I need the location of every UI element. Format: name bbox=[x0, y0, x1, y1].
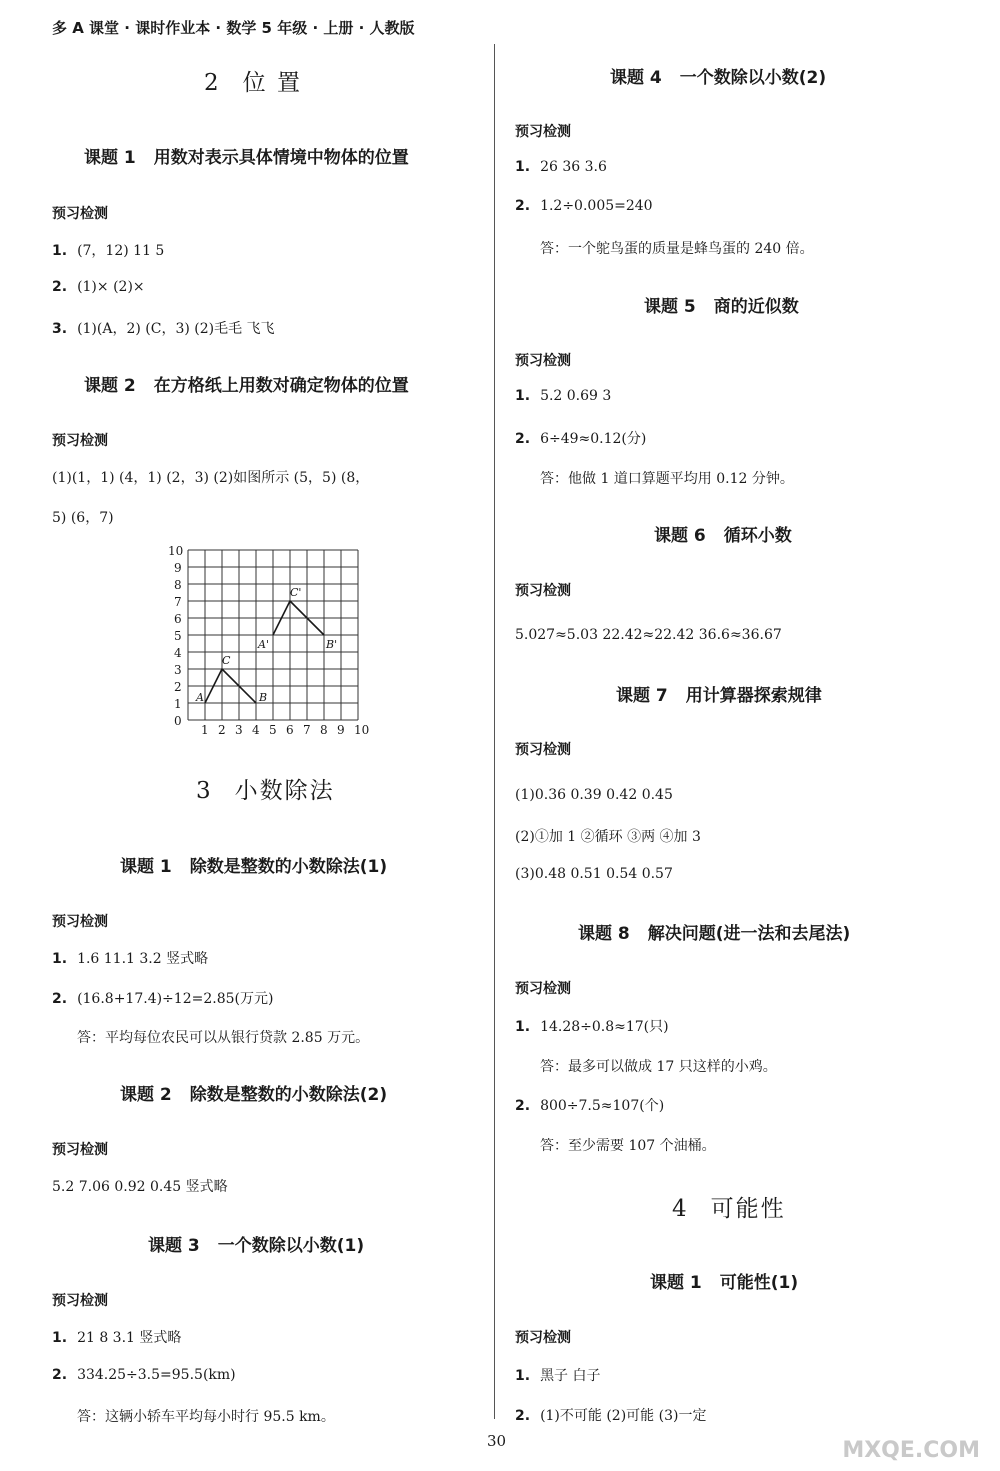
y-tick-label: 2 bbox=[174, 680, 182, 694]
x-tick-label: 9 bbox=[337, 723, 345, 737]
answer-text: 334.25÷3.5=95.5(km) bbox=[77, 1367, 236, 1383]
x-tick-label: 2 bbox=[218, 723, 226, 737]
lesson-2-2-number: 课题 2 bbox=[84, 376, 136, 396]
point-label: A' bbox=[258, 638, 269, 651]
item-number: 1. bbox=[52, 1330, 68, 1346]
x-tick-label: 3 bbox=[235, 723, 243, 737]
answer-line bbox=[52, 240, 164, 260]
section-label: 预习检测 bbox=[52, 1293, 108, 1309]
answer-text: 14.28÷0.8≈17(只) bbox=[540, 1019, 669, 1035]
answer-statement: 答：最多可以做成 17 只这样的小鸡。 bbox=[540, 1059, 777, 1075]
lesson-3-1-heading bbox=[120, 852, 387, 877]
y-tick-label: 10 bbox=[168, 544, 184, 558]
answer-text: (1)(A，2) (C，3) (2)毛毛 飞飞 bbox=[77, 321, 275, 337]
chapter-3-number: 3 bbox=[196, 778, 213, 804]
lesson-3-8-heading bbox=[578, 919, 850, 944]
page-number: 30 bbox=[487, 1432, 507, 1450]
answer-line bbox=[52, 1367, 236, 1383]
x-tick-label: 10 bbox=[354, 723, 370, 737]
answer-statement: 答：一个鸵鸟蛋的质量是蜂鸟蛋的 240 倍。 bbox=[540, 241, 814, 257]
y-tick-label: 0 bbox=[174, 714, 182, 728]
point-label: C' bbox=[290, 586, 302, 599]
lesson-3-2-heading bbox=[120, 1080, 387, 1105]
lesson-3-4-number: 课题 4 bbox=[610, 68, 662, 88]
chapter-2-heading bbox=[204, 64, 302, 97]
item-number: 1. bbox=[52, 951, 68, 967]
answer-text: 21 8 3.1 竖式略 bbox=[77, 1330, 182, 1346]
lesson-2-1-heading bbox=[84, 143, 409, 168]
point-label: B' bbox=[326, 638, 338, 651]
answer-line: (2)①加 1 ②循环 ③两 ④加 3 bbox=[515, 829, 701, 845]
answer-line bbox=[515, 1365, 601, 1385]
y-tick-label: 4 bbox=[174, 646, 182, 660]
answer-line bbox=[52, 318, 275, 338]
item-number: 2. bbox=[515, 198, 531, 214]
item-number: 1. bbox=[515, 388, 531, 404]
answer-text: 1.2÷0.005=240 bbox=[540, 198, 653, 214]
answer-statement: 答：平均每位农民可以从银行贷款 2.85 万元。 bbox=[77, 1030, 370, 1046]
item-number: 1. bbox=[515, 1368, 531, 1384]
answer-line: 5.027≈5.03 22.42≈22.42 36.6≈36.67 bbox=[515, 627, 782, 643]
lesson-3-5-number: 课题 5 bbox=[644, 297, 696, 317]
section-label: 预习检测 bbox=[515, 981, 571, 997]
x-tick-label: 6 bbox=[286, 723, 294, 737]
section-label: 预习检测 bbox=[52, 206, 108, 222]
lesson-3-5-heading bbox=[644, 292, 799, 317]
lesson-3-3-heading bbox=[148, 1231, 364, 1256]
answer-line bbox=[515, 198, 653, 214]
lesson-2-2-heading bbox=[84, 371, 409, 396]
lesson-3-8-number: 课题 8 bbox=[578, 924, 630, 944]
chapter-2-number: 2 bbox=[204, 70, 221, 96]
y-tick-label: 9 bbox=[174, 561, 182, 575]
item-number: 2. bbox=[515, 431, 531, 447]
coordinate-grid-figure bbox=[160, 540, 375, 740]
answer-line bbox=[515, 428, 646, 448]
chapter-2-title: 位 置 bbox=[242, 70, 302, 96]
answer-line bbox=[52, 948, 208, 968]
answer-statement: 答：至少需要 107 个油桶。 bbox=[540, 1138, 716, 1154]
chapter-4-title: 可能性 bbox=[710, 1196, 786, 1222]
answer-text: (1)× (2)× bbox=[77, 279, 145, 295]
point-label: A bbox=[196, 691, 204, 704]
lesson-3-3-title: 一个数除以小数(1) bbox=[217, 1236, 365, 1256]
x-tick-label: 1 bbox=[201, 723, 209, 737]
lesson-3-7-number: 课题 7 bbox=[616, 686, 668, 706]
lesson-3-1-number: 课题 1 bbox=[120, 857, 172, 877]
section-label: 预习检测 bbox=[515, 583, 571, 599]
answer-line: 5.2 7.06 0.92 0.45 竖式略 bbox=[52, 1179, 228, 1195]
answer-text: 800÷7.5≈107(个) bbox=[540, 1098, 665, 1114]
answer-line bbox=[52, 279, 145, 295]
answer-line bbox=[52, 1327, 181, 1347]
lesson-3-8-title: 解决问题(进一法和去尾法) bbox=[647, 924, 851, 944]
lesson-3-7-heading bbox=[616, 681, 822, 706]
lesson-3-1-title: 除数是整数的小数除法(1) bbox=[189, 857, 388, 877]
answer-text: 5.2 0.69 3 bbox=[540, 388, 612, 404]
item-number: 2. bbox=[515, 1098, 531, 1114]
answer-line bbox=[515, 1405, 706, 1425]
lesson-3-4-title: 一个数除以小数(2) bbox=[679, 68, 827, 88]
lesson-2-1-title: 用数对表示具体情境中物体的位置 bbox=[153, 148, 409, 168]
answer-line bbox=[515, 388, 611, 404]
answer-text: (1)不可能 (2)可能 (3)一定 bbox=[540, 1408, 707, 1424]
lesson-4-1-title: 可能性(1) bbox=[719, 1273, 799, 1293]
lesson-2-1-number: 课题 1 bbox=[84, 148, 136, 168]
answer-text: (16.8+17.4)÷12=2.85(万元) bbox=[77, 991, 274, 1007]
chapter-4-number: 4 bbox=[672, 1196, 689, 1222]
watermark: MXQE.COM bbox=[842, 1438, 980, 1463]
section-label: 预习检测 bbox=[52, 433, 108, 449]
x-tick-label: 4 bbox=[252, 723, 260, 737]
page-header: 多 A 课堂 · 课时作业本 · 数学 5 年级 · 上册 · 人教版 bbox=[52, 19, 415, 37]
lesson-3-3-number: 课题 3 bbox=[148, 1236, 200, 1256]
section-label: 预习检测 bbox=[515, 742, 571, 758]
point-label: B bbox=[259, 691, 268, 704]
chapter-4-heading bbox=[672, 1190, 786, 1223]
answer-statement: 答：他做 1 道口算题平均用 0.12 分钟。 bbox=[540, 471, 794, 487]
answer-text: (7，12) 11 5 bbox=[77, 243, 165, 259]
answer-line bbox=[515, 1016, 669, 1036]
answer-statement: 答：这辆小轿车平均每小时行 95.5 km。 bbox=[77, 1409, 335, 1425]
y-tick-label: 6 bbox=[174, 612, 182, 626]
answer-line: 5) (6，7) bbox=[52, 510, 114, 526]
answer-line bbox=[515, 1095, 664, 1115]
item-number: 2. bbox=[52, 1367, 68, 1383]
answer-line: (1)0.36 0.39 0.42 0.45 bbox=[515, 787, 673, 803]
lesson-3-7-title: 用计算器探索规律 bbox=[685, 686, 822, 706]
lesson-4-1-number: 课题 1 bbox=[650, 1273, 702, 1293]
y-tick-label: 3 bbox=[174, 663, 182, 677]
lesson-3-2-number: 课题 2 bbox=[120, 1085, 172, 1105]
answer-line bbox=[52, 988, 273, 1008]
answer-text: 26 36 3.6 bbox=[540, 159, 607, 175]
answer-text: 6÷49≈0.12(分) bbox=[540, 431, 647, 447]
lesson-3-4-heading bbox=[610, 63, 826, 88]
y-tick-label: 1 bbox=[174, 697, 182, 711]
x-tick-label: 8 bbox=[320, 723, 328, 737]
answer-line: (1)(1，1) (4，1) (2，3) (2)如图所示 (5，5) (8， bbox=[52, 470, 370, 486]
section-label: 预习检测 bbox=[52, 1142, 108, 1158]
section-label: 预习检测 bbox=[515, 353, 571, 369]
lesson-3-2-title: 除数是整数的小数除法(2) bbox=[189, 1085, 388, 1105]
lesson-3-6-heading bbox=[654, 521, 792, 546]
lesson-4-1-heading bbox=[650, 1268, 798, 1293]
section-label: 预习检测 bbox=[52, 914, 108, 930]
lesson-3-6-title: 循环小数 bbox=[723, 526, 792, 546]
section-label: 预习检测 bbox=[515, 124, 571, 140]
item-number: 1. bbox=[52, 243, 68, 259]
point-label: C bbox=[222, 654, 231, 667]
item-number: 1. bbox=[515, 159, 531, 175]
x-tick-label: 5 bbox=[269, 723, 277, 737]
chapter-3-heading bbox=[196, 772, 335, 805]
column-divider bbox=[494, 44, 495, 1419]
item-number: 2. bbox=[515, 1408, 531, 1424]
answer-line: (3)0.48 0.51 0.54 0.57 bbox=[515, 866, 673, 882]
y-tick-label: 7 bbox=[174, 595, 182, 609]
item-number: 3. bbox=[52, 321, 68, 337]
lesson-2-2-title: 在方格纸上用数对确定物体的位置 bbox=[153, 376, 409, 396]
answer-text: 黑子 白子 bbox=[540, 1368, 601, 1384]
y-tick-label: 8 bbox=[174, 578, 182, 592]
grid-svg bbox=[160, 540, 375, 740]
chapter-3-title: 小数除法 bbox=[234, 778, 335, 804]
answer-text: 1.6 11.1 3.2 竖式略 bbox=[77, 951, 209, 967]
section-label: 预习检测 bbox=[515, 1330, 571, 1346]
item-number: 1. bbox=[515, 1019, 531, 1035]
lesson-3-5-title: 商的近似数 bbox=[713, 297, 799, 317]
lesson-3-6-number: 课题 6 bbox=[654, 526, 706, 546]
item-number: 2. bbox=[52, 991, 68, 1007]
x-tick-label: 7 bbox=[303, 723, 311, 737]
item-number: 2. bbox=[52, 279, 68, 295]
y-tick-label: 5 bbox=[174, 629, 182, 643]
answer-line bbox=[515, 159, 607, 175]
